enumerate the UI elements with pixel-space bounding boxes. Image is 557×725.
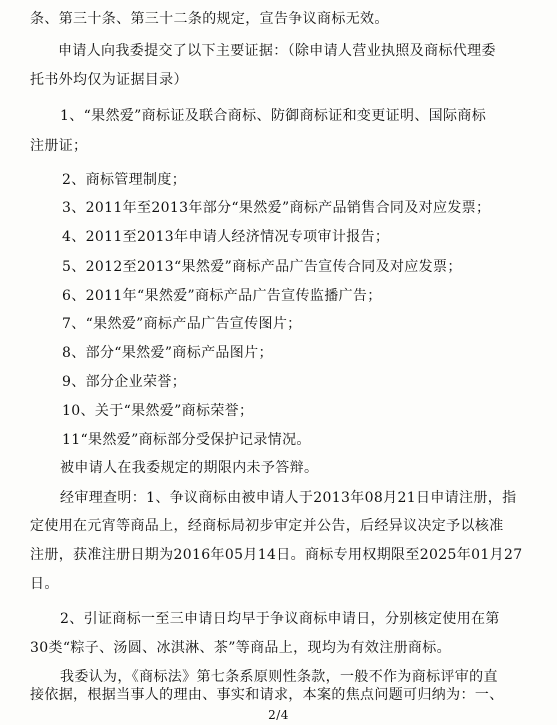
page-number: 2/4 bbox=[268, 708, 289, 722]
evidence-item: 1、“果然爱”商标证及联合商标、防御商标证和变更证明、国际商标 bbox=[60, 108, 487, 124]
paragraph-line: 30类“粽子、汤圆、冰淇淋、茶”等商品上，现均为有效注册商标。 bbox=[30, 640, 451, 656]
paragraph-line: 日。 bbox=[30, 576, 59, 592]
evidence-item: 7、“果然爱”商标产品广告宣传图片； bbox=[62, 316, 302, 332]
evidence-item: 11“果然爱”商标部分受保护记录情况。 bbox=[62, 432, 311, 448]
evidence-item: 10、关于“果然爱”商标荣誉； bbox=[62, 403, 254, 419]
evidence-item: 5、2012至2013“果然爱”商标产品广告宣传合同及对应发票； bbox=[62, 259, 462, 275]
evidence-item: 6、2011年“果然爱”商标产品广告宣传监播广告； bbox=[62, 288, 382, 304]
paragraph-line: 条、第三十条、第三十二条的规定，宣告争议商标无效。 bbox=[30, 11, 389, 27]
paragraph-line: 经审理查明：1、争议商标由被申请人于2013年08月21日申请注册，指 bbox=[60, 490, 517, 506]
paragraph-line: 被申请人在我委规定的期限内未予答辩。 bbox=[60, 460, 319, 476]
evidence-item: 注册证； bbox=[30, 138, 88, 154]
evidence-item: 2、商标管理制度； bbox=[62, 172, 187, 188]
paragraph-line: 托书外均仅为证据目录） bbox=[30, 72, 188, 88]
paragraph-line: 2、引证商标一至三申请日均早于争议商标申请日，分别核定使用在第 bbox=[60, 611, 500, 627]
paragraph-line: 申请人向我委提交了以下主要证据：（除申请人营业执照及商标代理委 bbox=[58, 43, 496, 59]
paragraph-line: 接依据，根据当事人的理由、事实和请求，本案的焦点问题可归纳为：一、 bbox=[30, 687, 504, 703]
paragraph-line: 定使用在元宵等商品上，经商标局初步审定并公告，后经异议决定予以核准 bbox=[30, 518, 504, 534]
evidence-item: 9、部分企业荣誉； bbox=[62, 374, 187, 390]
evidence-item: 4、2011至2013年申请人经济情况专项审计报告； bbox=[62, 229, 390, 245]
evidence-item: 3、2011年至2013年部分“果然爱”商标产品销售合同及对应发票； bbox=[62, 200, 491, 216]
evidence-item: 8、部分“果然爱”商标产品图片； bbox=[62, 345, 273, 361]
paragraph-line: 我委认为，《商标法》第七条系原则性条款，一般不作为商标评审的直 bbox=[60, 669, 498, 685]
paragraph-line: 注册，获准注册日期为2016年05月14日。商标专用权期限至2025年01月27 bbox=[30, 547, 523, 563]
